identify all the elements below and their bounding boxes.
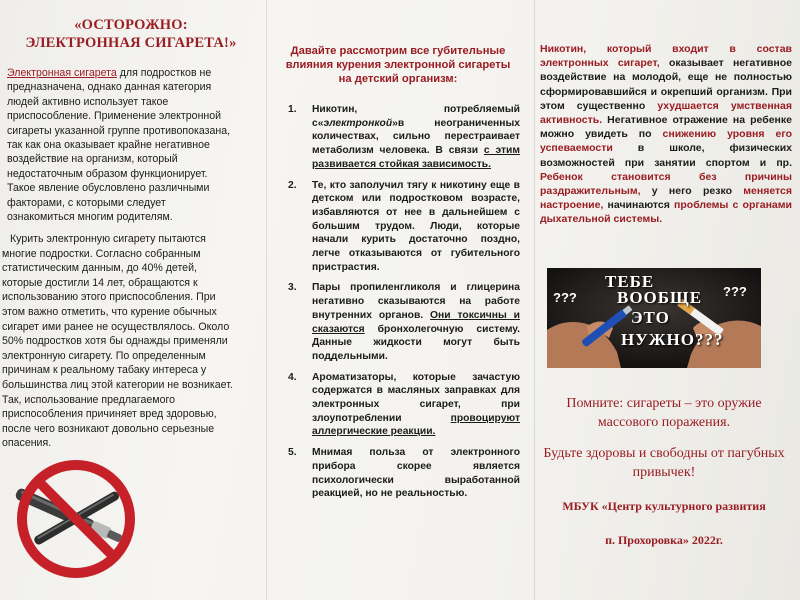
item-number: 1. (288, 104, 297, 115)
poster-line-1: ТЕБЕ (605, 272, 655, 291)
intro-text: для подростков не предназначена, однако данная категория людей активно использует такое приспособление. Применение электронной сигареты указанной группе противопоказана, так как она оказывает крайне негативное воздействие на организм, который недостаточным образом функционирует. Такое явление обусловлено различными факторами, с которыми следует ознакомиться многим родителям. (7, 67, 231, 224)
item-text: Ароматизаторы, которые зачастую содержатся в масляных заправках для электронных сигарет, при злоупотреблении (312, 371, 520, 424)
item-number: 3. (288, 282, 297, 294)
title-line-2: ЭЛЕКТРОННАЯ СИГАРЕТА!» (25, 35, 237, 51)
highlight-text: Никотин, который входит в состав электронных сигарет, (540, 43, 792, 70)
list-item (270, 446, 520, 501)
body-text: у него резко (640, 185, 744, 198)
no-e-cigarette-icon (15, 458, 137, 580)
highlight-text: снижению уровня его успеваемости (540, 128, 792, 155)
nicotine-paragraph (540, 42, 792, 227)
poster-question-marks-right: ??? (723, 284, 747, 299)
intro-lead-term: Электронная сигарета (7, 67, 117, 79)
item-text-mid: »в неограниченных количествах, сильно перестраивает метаболизм человека. В связи (312, 117, 520, 157)
highlight-text: меняется настроение, (540, 185, 792, 212)
highlight-text: Ребенок становится без причины раздражительным, (540, 170, 792, 198)
item-italic: электронкой (323, 117, 393, 129)
highlight-text: проблемы с органами дыхательной системы. (540, 199, 792, 226)
body-text: Негативное отражение на ребенке можно увидеть по (540, 114, 792, 141)
item-text: Мнимая польза от электронного прибора скорее является психологически выработанной реакцией, но не реальностью. (312, 447, 520, 500)
effects-list (270, 103, 520, 508)
list-item (270, 179, 520, 275)
organization-name: МБУК «Центр культурного развития (562, 499, 766, 513)
poster-question-marks-left: ??? (553, 290, 577, 305)
poster-line-3: ЭТО (631, 308, 670, 327)
item-text: Те, кто заполучил тягу к никотину еще в детском или подростковом возрасте, избавляются от нее в дальнейшем с большим трудом. Люди, которые начали курить достаточно поздно, легче отказываются от губительного пристрастия. (312, 179, 520, 273)
item-underlined: провоцируют аллергические реакции. (312, 412, 520, 438)
poster-line-4: НУЖНО??? (621, 330, 724, 349)
fold-line-left (266, 0, 267, 600)
item-number: 4. (288, 371, 297, 383)
remember-slogan: Помните: сигареты – это оружие массового поражения. (566, 396, 762, 430)
item-underlined: Они токсичны и сказаются (312, 309, 520, 335)
panel-left (0, 0, 262, 600)
list-item (270, 103, 520, 172)
body-text: начинаются (603, 199, 675, 212)
brochure-title (4, 16, 258, 52)
item-number: 5. (288, 447, 297, 459)
body-text: оказывает негативное воздействие на молодой, еще не полностью сформировавшийся и окрепший организм. При этом существенно (540, 57, 793, 112)
item-underlined: с этим развивается стойкая зависимость. (312, 145, 520, 170)
statistics-paragraph: Курить электронную сигарету пытаются многие подростки. Согласно собранным статистическим данным, до 40% детей, которые достигли 14 лет, обращаются к использованию этого приспособления. При этом важно отметить, что курение обычных сигарет ими ранее не осуществлялось. Около 50% подростков хотя бы однажды применяли электронную сигарету. По определенным причинам к реальному табаку интереса у большинства лиц этой категории не возникает. Так, использование предлагаемого приспособления причиняет вред здоровью, после чего возникают довольно серьезные опасения. (2, 233, 233, 450)
fold-line-right (534, 0, 535, 600)
highlight-text: ухудшается умственная активность. (540, 99, 792, 127)
anti-smoking-poster (547, 268, 761, 368)
location-year: п. Прохоровка» 2022г. (605, 533, 723, 547)
list-item (270, 281, 520, 363)
intro-paragraph (7, 66, 233, 224)
effects-heading: Давайте рассмотрим все губительные влияния курения электронной сигареты на детский организм: (285, 45, 511, 85)
list-item (270, 371, 520, 440)
item-number: 2. (288, 179, 297, 191)
item-text: Никотин, потребляемый с« (312, 104, 520, 129)
panel-right (536, 0, 800, 600)
title-line-1: «ОСТОРОЖНО: (74, 17, 188, 33)
body-text: в школе, физических возможностей при занятии спортом и пр. (540, 142, 792, 169)
poster-line-2: ВООБЩЕ (617, 288, 703, 307)
item-text-post: бронхолегочную систему. Данные жидкости могут быть поддельными. (312, 323, 520, 362)
item-text: Пары пропиленгликоля и глицерина негативно сказываются на работе внутренних органов. (312, 282, 520, 321)
panel-middle (270, 0, 532, 600)
health-slogan: Будьте здоровы и свободны от пагубных привычек! (543, 446, 785, 480)
